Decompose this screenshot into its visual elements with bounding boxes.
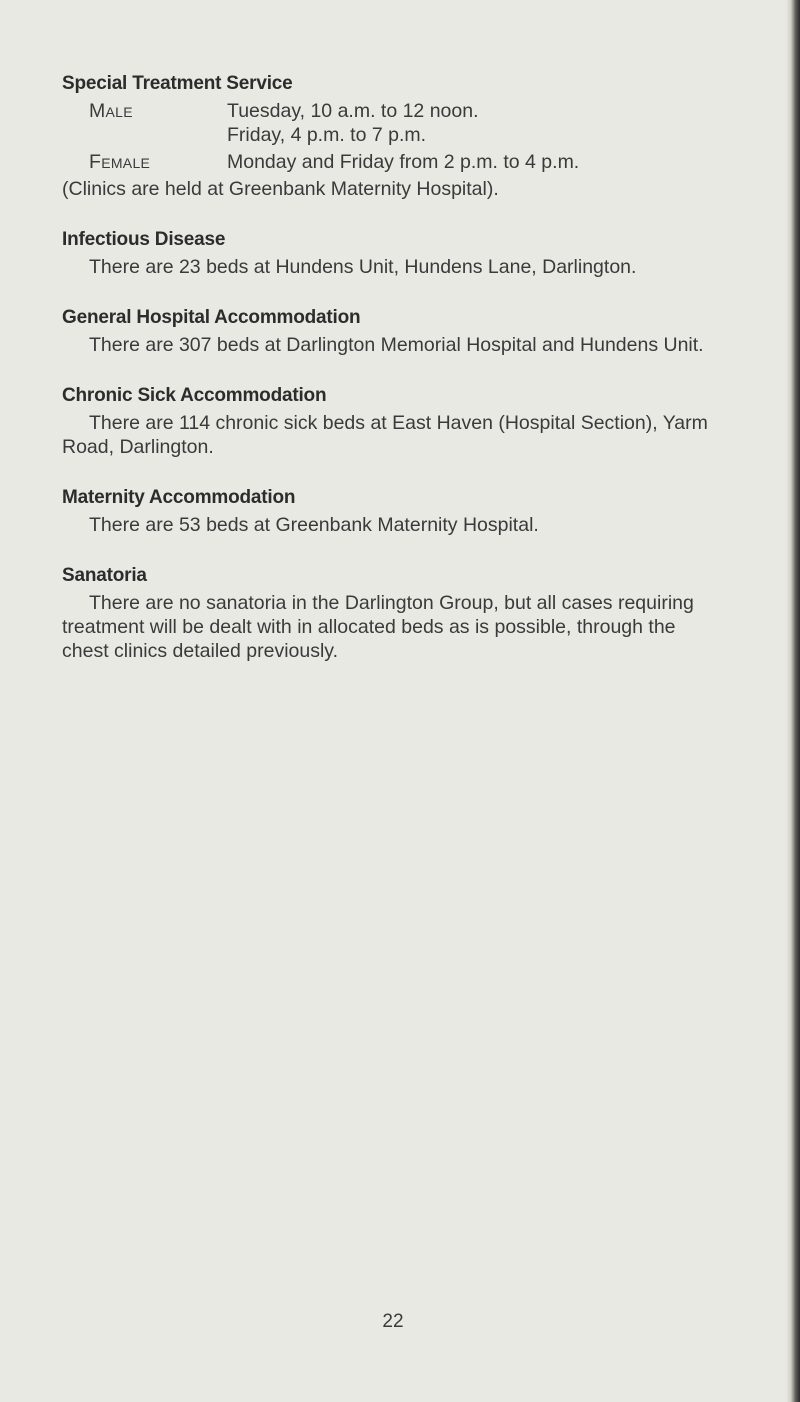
female-label: Female — [89, 151, 151, 173]
male-times — [227, 99, 722, 147]
page-edge-shadow — [786, 0, 800, 1402]
heading-sanatoria: Sanatoria — [62, 565, 147, 586]
heading-chronic-sick: Chronic Sick Accommodation — [62, 385, 327, 406]
schedule-female — [62, 150, 722, 174]
clinics-note: (Clinics are held at Greenbank Maternity Hospital). — [62, 178, 499, 200]
male-label: Male — [89, 100, 133, 122]
text-maternity: There are 53 beds at Greenbank Maternity Hospital. — [89, 514, 539, 536]
section-special-treatment — [62, 72, 722, 201]
section-chronic-sick — [62, 384, 722, 459]
section-general-hospital — [62, 306, 722, 357]
text-general-hospital: There are 307 beds at Darlington Memorial Hospital and Hundens Unit. — [89, 334, 704, 356]
female-time-1: Monday and Friday from 2 p.m. to 4 p.m. — [227, 151, 580, 173]
female-times — [227, 150, 722, 174]
heading-special-treatment: Special Treatment Service — [62, 73, 293, 94]
heading-general-hospital: General Hospital Accommodation — [62, 307, 361, 328]
section-sanatoria — [62, 564, 722, 663]
text-sanatoria: There are no sanatoria in the Darlington Group, but all cases requiring treatment will be dealt with in allocated beds as is possible, through the chest clinics detailed previously. — [62, 592, 694, 662]
section-maternity — [62, 486, 722, 537]
heading-maternity: Maternity Accommodation — [62, 487, 296, 508]
document-body — [62, 72, 722, 690]
male-time-2: Friday, 4 p.m. to 7 p.m. — [227, 124, 427, 146]
male-time-1: Tuesday, 10 a.m. to 12 noon. — [227, 100, 479, 122]
page-number: 22 — [382, 1311, 404, 1332]
schedule-male — [62, 99, 722, 147]
text-chronic-sick: There are 114 chronic sick beds at East Haven (Hospital Section), Yarm Road, Darlington. — [62, 412, 708, 458]
heading-infectious-disease: Infectious Disease — [62, 229, 226, 250]
text-infectious-disease: There are 23 beds at Hundens Unit, Hundens Lane, Darlington. — [89, 256, 637, 278]
section-infectious-disease — [62, 228, 722, 279]
